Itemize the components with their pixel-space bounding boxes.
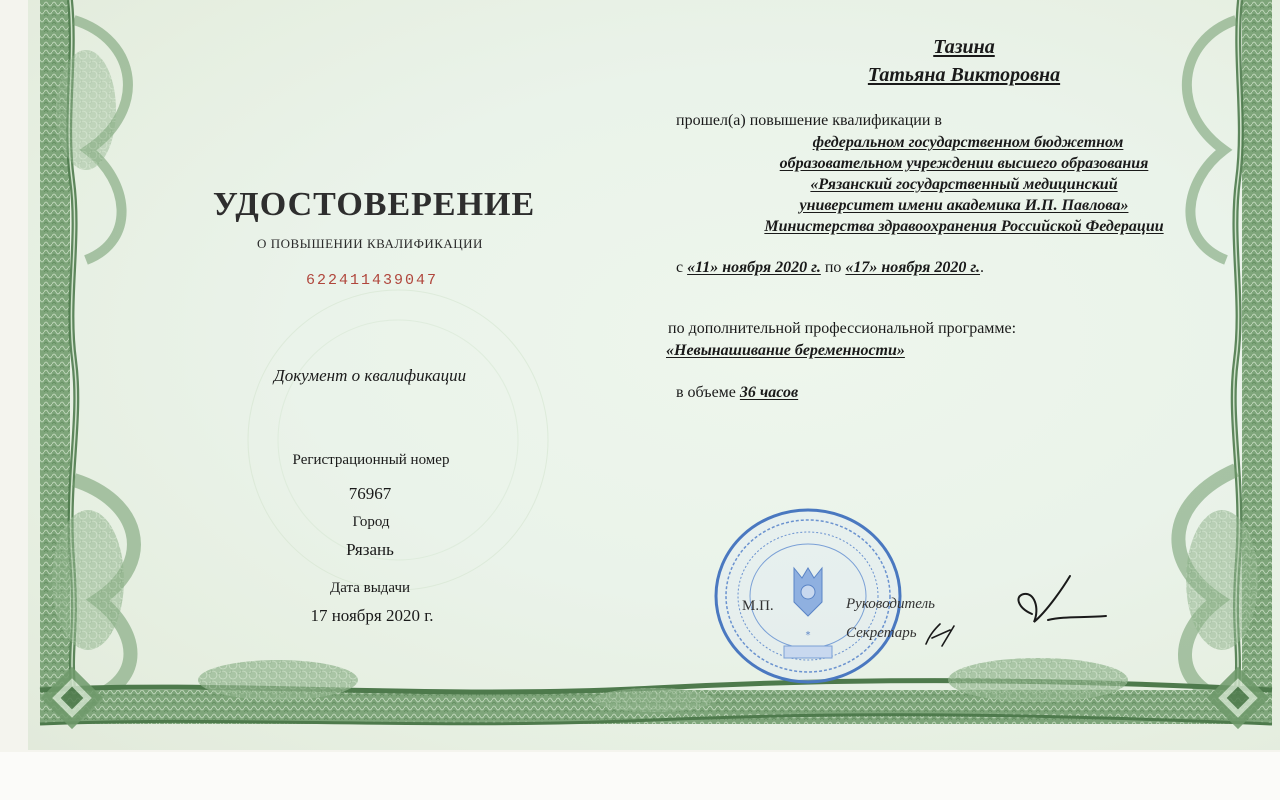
holder-name: Татьяна Викторовна (867, 64, 1061, 86)
issue-date-label: Дата выдачи (329, 580, 411, 596)
program-label: по дополнительной профессиональной программе: (668, 320, 1017, 337)
registration-label: Регистрационный номер (292, 452, 450, 468)
document-title: УДОСТОВЕРЕНИЕ (212, 186, 536, 223)
scan-margin (0, 752, 1280, 800)
head-signature (1004, 570, 1114, 640)
secretary-signature (920, 620, 960, 650)
period-to-prefix: по (824, 259, 842, 276)
holder-surname: Тазина (933, 36, 995, 58)
organization-line: Министерства здравоохранения Российской Федерации (764, 218, 1164, 235)
organization-line: университет имени академика И.П. Павлова» (799, 197, 1129, 214)
secretary-signature-label: Секретарь (846, 625, 917, 641)
head-signature-label: Руководитель (846, 596, 935, 612)
city-value: Рязань (346, 540, 394, 559)
city-label: Город (352, 514, 390, 530)
period-line (676, 259, 984, 277)
document-type: Документ о квалификации (273, 366, 467, 385)
issue-date-value: 17 ноября 2020 г. (310, 606, 434, 625)
volume-value: 36 часов (739, 384, 799, 401)
volume-line (676, 384, 798, 402)
organization-line: федеральном государственном бюджетном (812, 134, 1124, 151)
period-from-prefix: с (676, 259, 684, 276)
certificate (28, 0, 1280, 750)
period-from-date: «11» ноября 2020 г. (687, 259, 821, 276)
stamp-place-label: М.П. (742, 598, 774, 614)
organization-line: образовательном учреждении высшего образования (779, 155, 1149, 172)
serial-number: 622411439047 (305, 272, 439, 289)
program-name: «Невынашивание беременности» (666, 342, 905, 359)
period-to-date: «17» ноября 2020 г. (845, 259, 981, 276)
volume-label: в объеме (676, 384, 736, 401)
organization-line: «Рязанский государственный медицинский (810, 176, 1118, 193)
period-end: . (980, 259, 985, 276)
document-subtitle: О ПОВЫШЕНИИ КВАЛИФИКАЦИИ (257, 236, 483, 251)
svg-text:*: * (805, 630, 811, 641)
qualification-intro: прошел(а) повышение квалификации в (676, 112, 942, 129)
registration-number: 76967 (348, 484, 392, 503)
